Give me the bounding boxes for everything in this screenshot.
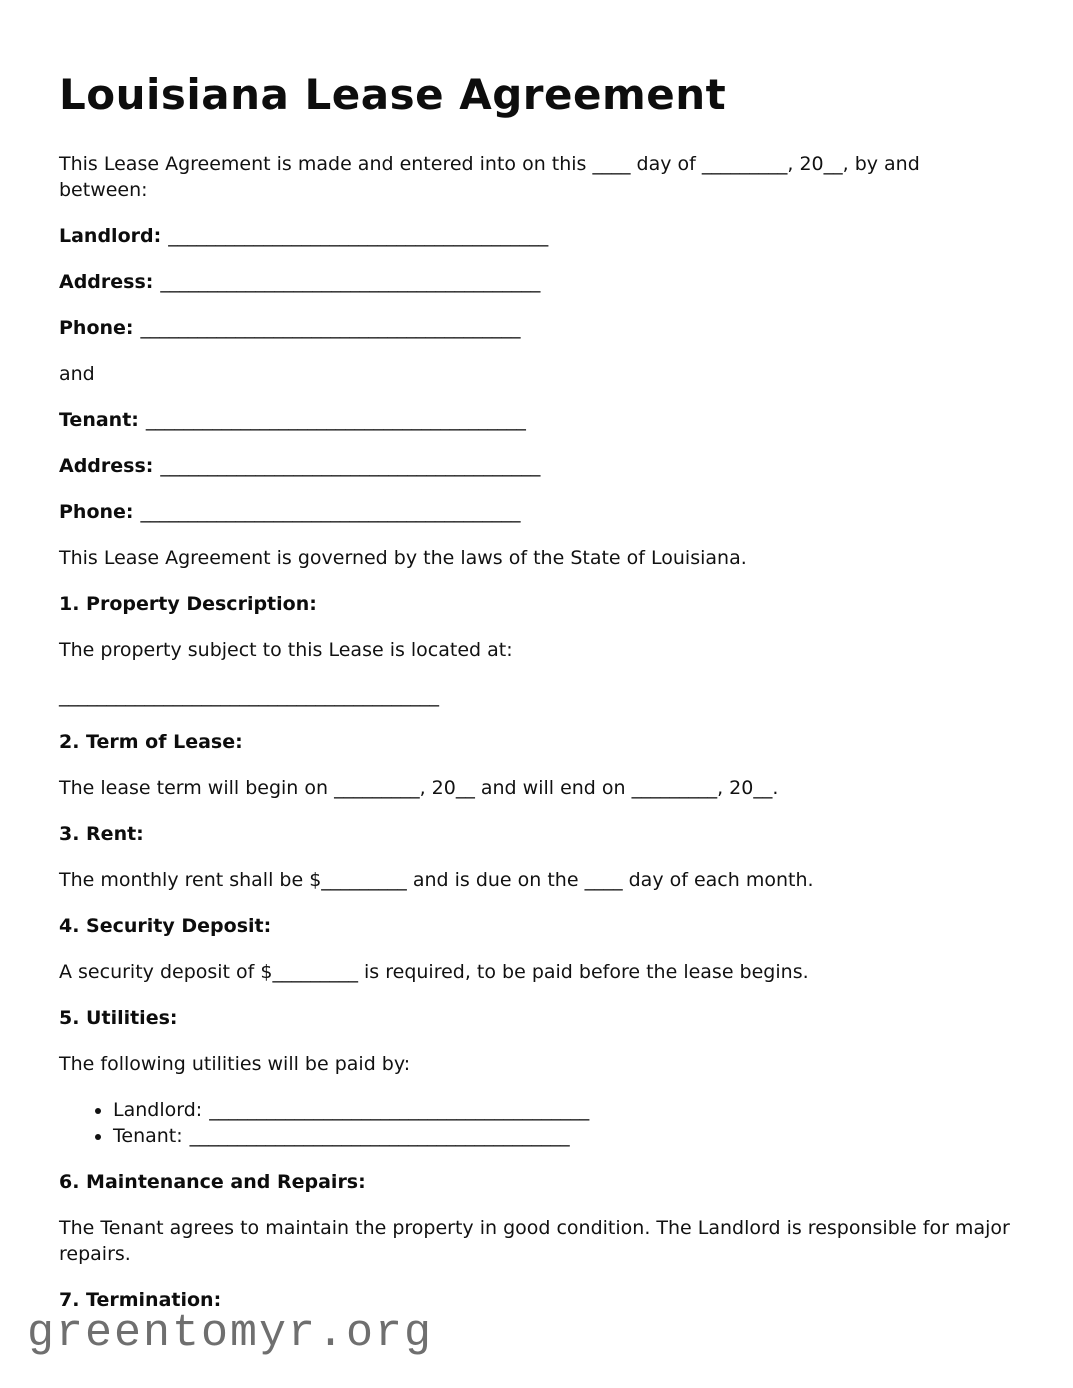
section-heading-rent: 3. Rent: [59,823,144,845]
utilities-landlord-blank-line: ________________________________________ [209,1099,590,1121]
utilities-landlord-label: Landlord: [113,1099,203,1121]
section-heading-maintenance: 6. Maintenance and Repairs: [59,1171,366,1193]
security-deposit-text: A security deposit of $_________ is required, to be paid before the lease begins. [59,961,809,983]
governing-law-paragraph: This Lease Agreement is governed by the laws of the State of Louisiana. [59,547,747,569]
utilities-tenant-item [113,1123,1013,1149]
landlord-address-blank-line: ________________________________________ [160,271,541,293]
landlord-blank-line: ________________________________________ [168,225,549,247]
property-address-blank-line: ________________________________________ [59,685,439,707]
section-heading-deposit: 4. Security Deposit: [59,915,272,937]
landlord-phone-field [59,315,1013,341]
rent-text: The monthly rent shall be $_________ and is due on the ____ day of each month. [59,869,814,891]
landlord-phone-blank-line: ________________________________________ [140,317,521,339]
landlord-address-field [59,269,1013,295]
tenant-name-field [59,407,1013,433]
tenant-phone-label: Phone: [59,501,134,523]
utilities-list [59,1097,1013,1149]
utilities-tenant-blank-line: ________________________________________ [189,1125,570,1147]
intro-paragraph: This Lease Agreement is made and entered into on this ____ day of _________, 20__, by and between: [59,153,920,201]
landlord-name-field [59,223,1013,249]
section-heading-term: 2. Term of Lease: [59,731,243,753]
landlord-label: Landlord: [59,225,162,247]
tenant-address-field [59,453,1013,479]
utilities-tenant-label: Tenant: [113,1125,183,1147]
tenant-blank-line: ________________________________________ [145,409,526,431]
utilities-landlord-item [113,1097,1013,1123]
utilities-intro-text: The following utilities will be paid by: [59,1053,411,1075]
tenant-address-blank-line: ________________________________________ [160,455,541,477]
tenant-phone-field [59,499,1013,525]
property-description-text: The property subject to this Lease is located at: [59,639,513,661]
site-watermark: greentomyr.org [27,1308,434,1359]
page-title: Louisiana Lease Agreement [59,70,727,119]
tenant-phone-blank-line: ________________________________________ [140,501,521,523]
section-heading-termination: 7. Termination: [59,1289,222,1311]
maintenance-text: The Tenant agrees to maintain the property in good condition. The Landlord is responsible for major repairs. [59,1217,1010,1265]
tenant-label: Tenant: [59,409,139,431]
section-heading-property: 1. Property Description: [59,593,317,615]
term-of-lease-text: The lease term will begin on _________, 20__ and will end on _________, 20__. [59,777,779,799]
landlord-address-label: Address: [59,271,154,293]
connector-text: and [59,363,95,385]
section-heading-utilities: 5. Utilities: [59,1007,178,1029]
landlord-phone-label: Phone: [59,317,134,339]
tenant-address-label: Address: [59,455,154,477]
